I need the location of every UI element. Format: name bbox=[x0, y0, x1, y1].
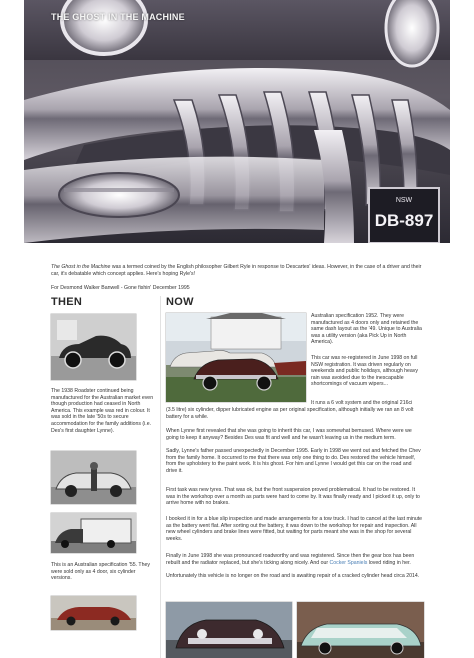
then-caption-55: This is an Australian specification '55. They were sold only as 4 door, six cylinder versions. bbox=[51, 562, 150, 582]
then-photo-family[interactable] bbox=[51, 451, 136, 504]
page-title: THE GHOST IN THE MACHINE bbox=[51, 12, 185, 22]
now-photo-chevrolet[interactable] bbox=[166, 313, 306, 402]
now-photo-front[interactable] bbox=[166, 602, 292, 658]
then-caption-roadster: The 1938 Roadster continued being manufactured for the Australian market even though production had ceased in North America. This example was red in colour. It was sold in the late '50s to secure accommodation for the family additions (i.e. Des's first daughter Lynne). bbox=[51, 388, 154, 434]
intro-text: was a termed coined by the English philosopher Gilbert Ryle in response to Descartes' ideas. However, in the case of a driver and their car, it's debatable which concept applies. Here's hoping Ryle's! bbox=[51, 264, 422, 277]
column-divider bbox=[160, 296, 161, 658]
now-heading: NOW bbox=[166, 296, 194, 308]
plate-top-text: NSW bbox=[395, 197, 413, 204]
dedication-line: For Desmond Walker Banwell - Gone fishin' December 1995 bbox=[51, 285, 190, 291]
plate-number-text: DB-897 bbox=[374, 211, 434, 230]
intro-paragraph bbox=[51, 264, 431, 278]
now-paragraph-8-text-a: Finally in June 1998 she was pronounced roadworthy and was registered. Since then the gear box has been rebuilt and the radiator replaced, but she's ticking along nicely. And our bbox=[166, 553, 415, 566]
now-paragraph-3a: It runs a 6 volt system and the original 216ci bbox=[311, 400, 413, 406]
then-photo-caravan[interactable] bbox=[51, 513, 136, 553]
now-paragraph-1: Australian specification 1952. They were manufactured as 4 doors only and retained the same dash layout as the '49. Unique to Australia was a utility version (aka Pick Up in North America). bbox=[311, 313, 422, 346]
intro-title-italic: The Ghost in the Machine bbox=[51, 264, 111, 270]
now-paragraph-7: I booked it in for a blue slip inspection and made arrangements for a tow truck. I had to cancel at the last minute as the battery went flat. After sorting out the battery, it was down to the workshop for repair and inspection. All new wheel cylinders and brake lines were fitted, but waiting for parts meant she was in the shop for several weeks. bbox=[166, 516, 423, 542]
hero-image bbox=[24, 0, 450, 243]
then-photo-roadster[interactable] bbox=[51, 314, 136, 380]
now-paragraph-8-text-b: loved riding in her. bbox=[367, 559, 411, 566]
now-paragraph-9: Unfortunately this vehicle is no longer on the road and is awaiting repair of a cracked cylinder head circa 2014. bbox=[166, 573, 420, 579]
now-paragraph-2: This car was re-registered in June 1998 on full NSW registration. It was driven regularly on weekends and public holidays, although heavy rain was avoided due to the inescapable shortcomings of vacuum wipers... bbox=[311, 355, 418, 388]
now-paragraph-8 bbox=[166, 553, 424, 566]
then-heading: THEN bbox=[51, 296, 83, 308]
cocker-spaniels-link[interactable]: Cocker Spaniels bbox=[329, 559, 368, 566]
now-photo-green-car[interactable] bbox=[297, 602, 424, 658]
now-paragraph-5: Sadly, Lynne's father passed unexpectedly in December 1995. Early in 1998 we went out and fetched the Chev from the family home. It occurred to me that there was only one thing to do. Des restored the vehicle himself, from the upholstery to the paint work. It is his ghost. For him and Lynne I would get this car on the road and drive it. bbox=[166, 448, 421, 474]
now-paragraph-4: When Lynne first revealed that she was going to inherit this car, I was somewhat bemused. Where were we going to keep it anyway? Besides Des was fit and well and he wasn't leaving us in the medium term. bbox=[166, 428, 412, 441]
now-paragraph-6: First task was new tyres. That was ok, but the front suspension proved problematical. It had to be restored. It was in the workshop over a month as parts were hard to come by. It was finally ready and I picked it up, only to arrive home with no brakes. bbox=[166, 487, 420, 507]
chevrolet-grille-photo bbox=[24, 0, 450, 243]
then-photo-red-car[interactable] bbox=[51, 596, 136, 630]
now-paragraph-3b: (3.5 litre) six cylinder, dipper lubricated engine as per original specification, although initially we ran an 8 volt battery for a while. bbox=[166, 407, 414, 420]
